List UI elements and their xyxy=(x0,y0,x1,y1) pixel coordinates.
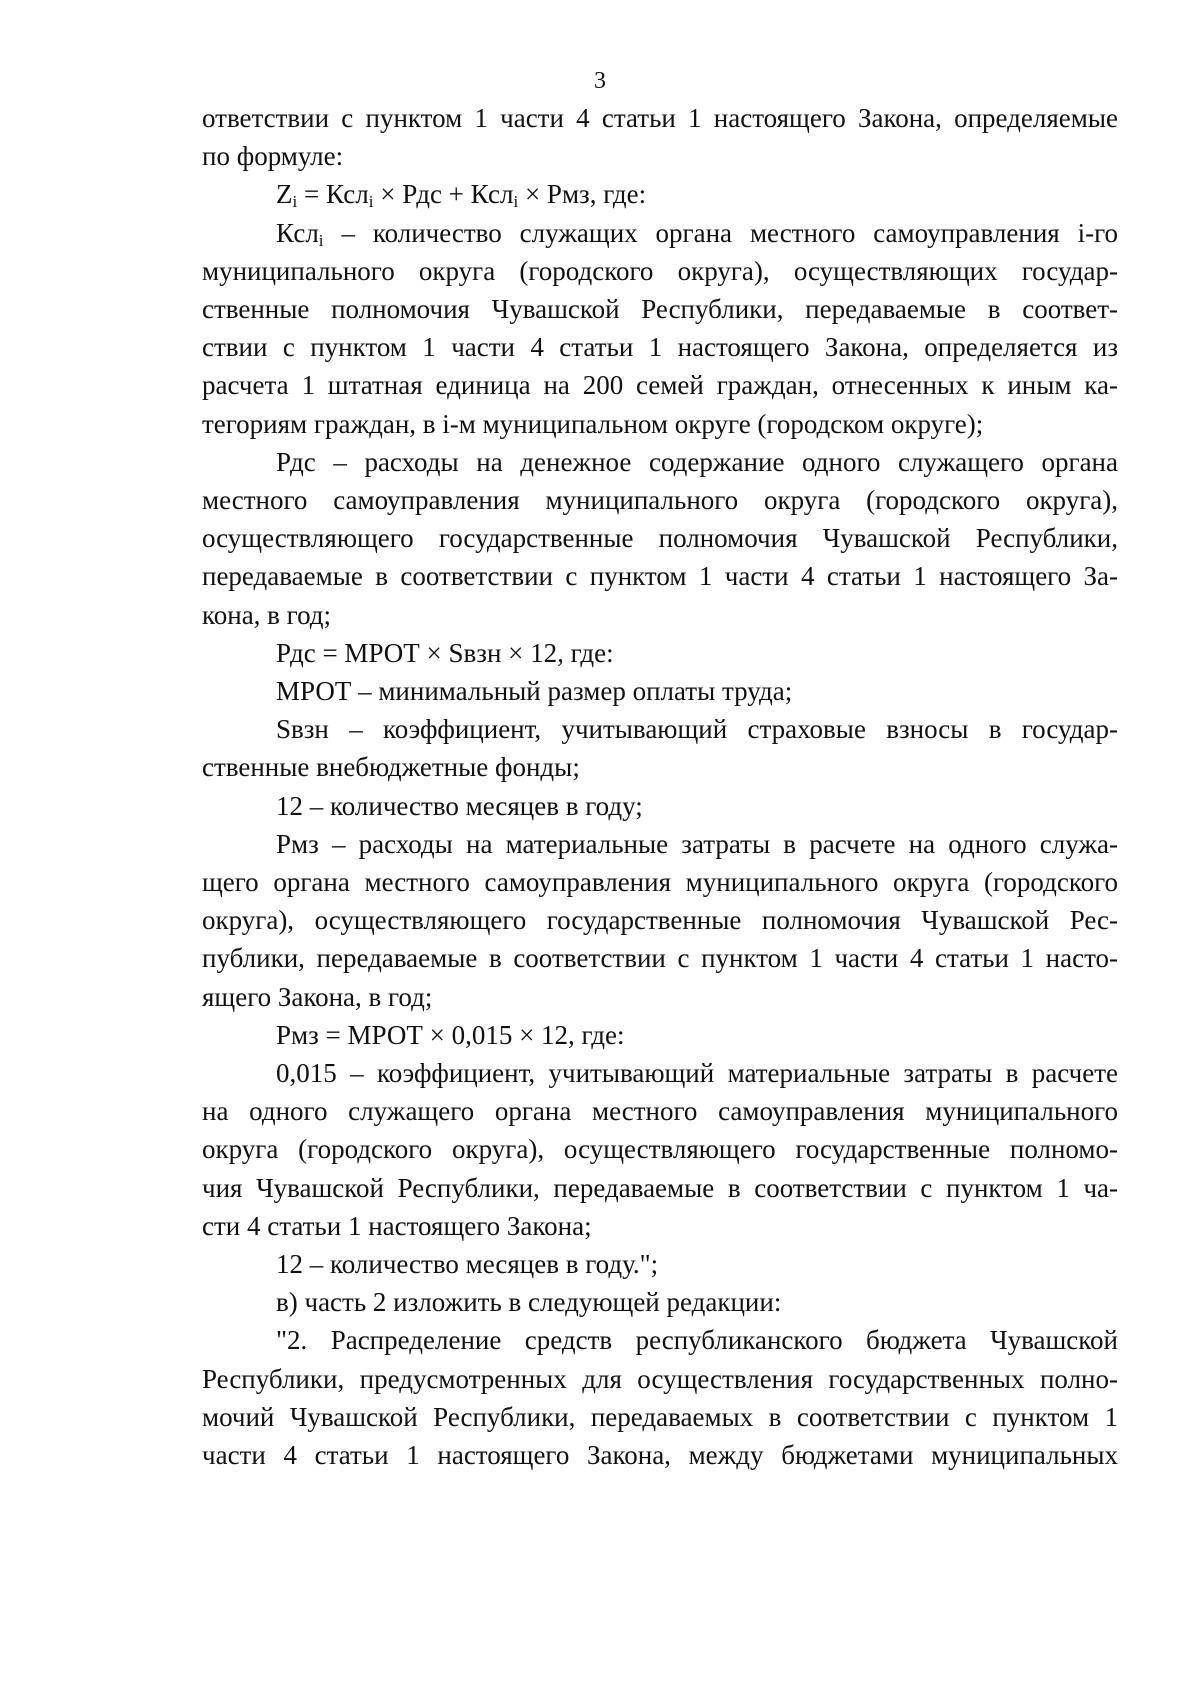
text-line: 0,015 – коэффициент, учитывающий материальные затраты в расчете xyxy=(276,1058,1118,1088)
text-line: передаваемые в соответствии с пунктом 1 части 4 статьи 1 настоящего За- xyxy=(202,561,1118,591)
text-line: сти 4 статьи 1 настоящего Закона; xyxy=(202,1211,592,1241)
text-line: муниципального округа (городского округа), осуществляющих государ- xyxy=(202,256,1118,286)
text-line: Республики, предусмотренных для осуществления государственных полно- xyxy=(202,1364,1118,1394)
text-line: кона, в год; xyxy=(202,600,332,630)
text-line: ствии с пунктом 1 части 4 статьи 1 настоящего Закона, определяется из xyxy=(202,332,1118,362)
formula-subscript: i xyxy=(318,231,324,250)
text-line: Sвзн – коэффициент, учитывающий страховые взносы в государ- xyxy=(276,714,1118,744)
text-line: расчета 1 штатная единица на 200 семей граждан, отнесенных к иным ка- xyxy=(202,370,1118,400)
text-line: ственные полномочия Чувашской Республики, передаваемые в соответ- xyxy=(202,294,1118,324)
formula-text: = Ксл xyxy=(297,179,369,209)
text-line: Рдс – расходы на денежное содержание одного служащего органа xyxy=(276,447,1118,477)
formula-subscript: i xyxy=(292,192,298,211)
text-line: Рмз – расходы на материальные затраты в расчете на одного служа- xyxy=(276,829,1118,859)
text-line: осуществляющего государственные полномочия Чувашской Республики, xyxy=(202,523,1118,553)
text-line: части 4 статьи 1 настоящего Закона, между бюджетами муниципальных xyxy=(202,1440,1118,1470)
text-line: Рмз = МРОТ × 0,015 × 12, где: xyxy=(276,1020,625,1050)
text-line: округа (городского округа), осуществляющего государственные полномо- xyxy=(202,1134,1118,1164)
formula-text: Z xyxy=(276,179,293,209)
text-line: на одного служащего органа местного самоуправления муниципального xyxy=(202,1096,1118,1126)
text-line: "2. Распределение средств республиканского бюджета Чувашской xyxy=(276,1325,1118,1355)
text-line: ответствии с пунктом 1 части 4 статьи 1 настоящего Закона, определяемые xyxy=(202,103,1118,133)
text-line: щего органа местного самоуправления муниципального округа (городского xyxy=(202,867,1118,897)
formula-line xyxy=(276,174,1118,214)
text-line: ственные внебюджетные фонды; xyxy=(202,752,580,782)
formula-text: × Рмз, где: xyxy=(518,179,647,209)
text-line: в) часть 2 изложить в следующей редакции: xyxy=(276,1287,782,1317)
formula-subscript: i xyxy=(513,192,519,211)
page-number: 3 xyxy=(594,68,606,94)
formula-subscript: i xyxy=(368,192,374,211)
text-line: тегориям граждан, в i-м муниципальном округе (городском округе); xyxy=(202,409,984,439)
text-line: Рдс = МРОТ × Sвзн × 12, где: xyxy=(276,638,614,668)
text-line: мочий Чувашской Республики, передаваемых в соответствии с пунктом 1 xyxy=(202,1402,1118,1432)
text-line: местного самоуправления муниципального округа (городского округа), xyxy=(202,485,1118,515)
formula-text: Ксл xyxy=(276,218,319,248)
text-line: 12 – количество месяцев в году."; xyxy=(276,1249,659,1279)
text-line: округа), осуществляющего государственные полномочия Чувашской Рес- xyxy=(202,905,1118,935)
text-line: чия Чувашской Республики, передаваемые в соответствии с пунктом 1 ча- xyxy=(202,1173,1118,1203)
formula-text: – количество служащих органа местного самоуправления i-го xyxy=(323,218,1118,248)
text-line: публики, передаваемые в соответствии с пунктом 1 части 4 статьи 1 насто- xyxy=(202,943,1118,973)
formula-line xyxy=(276,213,1118,253)
text-line: МРОТ – минимальный размер оплаты труда; xyxy=(276,676,793,706)
formula-text: × Рдс + Ксл xyxy=(373,179,514,209)
text-line: по формуле: xyxy=(202,141,344,171)
text-line: ящего Закона, в год; xyxy=(202,982,433,1012)
text-line: 12 – количество месяцев в году; xyxy=(276,791,643,821)
